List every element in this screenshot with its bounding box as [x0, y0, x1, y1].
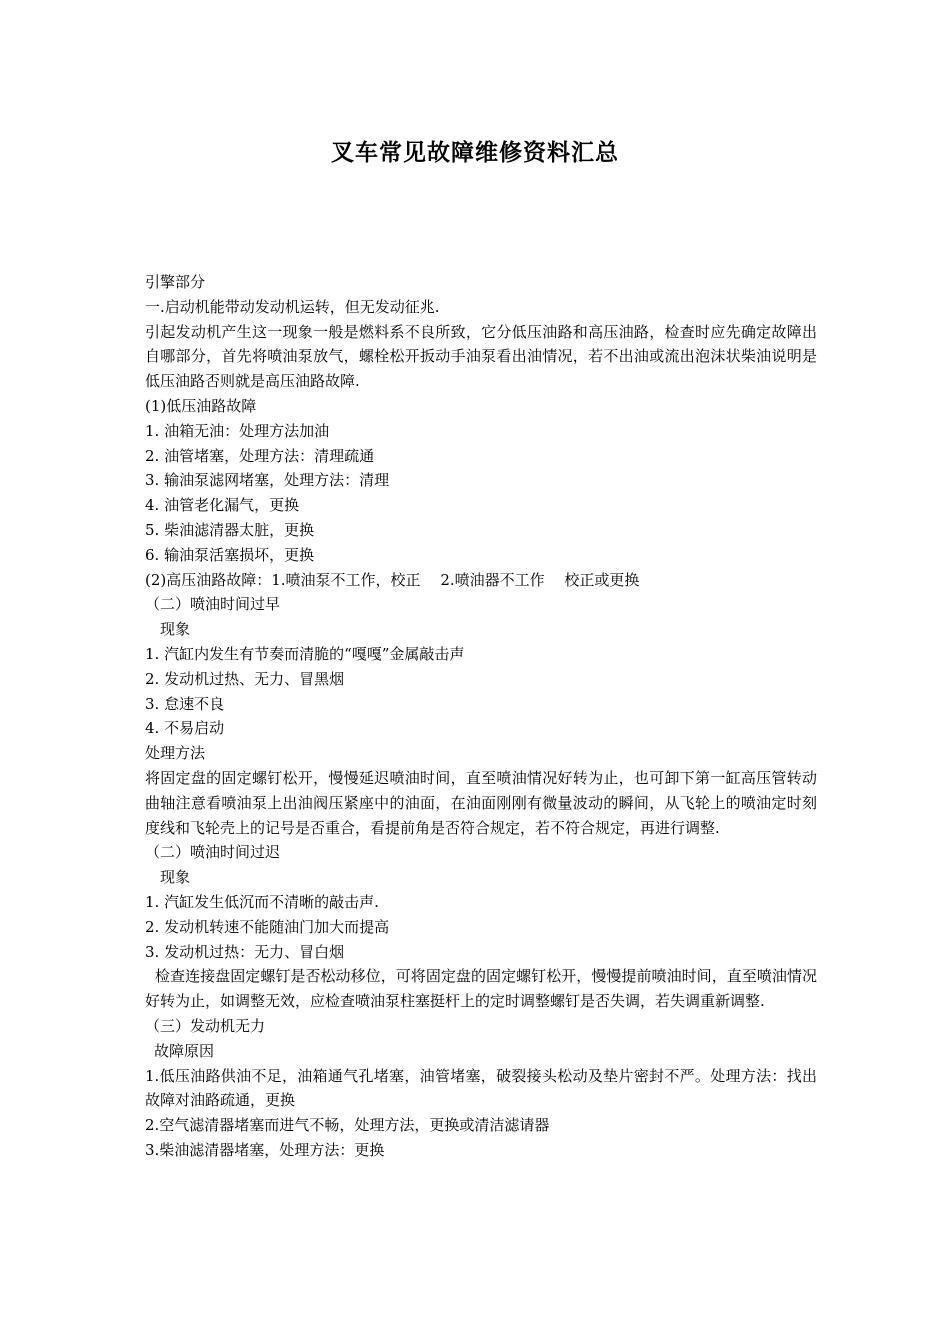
label: 故障原因	[154, 1041, 215, 1060]
list-item: 3.柴油滤清器堵塞，处理方法：更换	[145, 1140, 385, 1159]
paragraph: 引起发动机产生这一现象一般是燃料系不良所致，它分低压油路和高压油路，检查时应先确定故障出自哪部分，首先将喷油泵放气，螺栓松开扳动手油泵看出油情况，若不出油或流出泡沫状柴油说明是低压油路否则就是高压油路故障.	[145, 322, 817, 391]
list-item: 2. 发动机转速不能随油门加大而提高	[145, 917, 390, 936]
section-heading: 引擎部分	[145, 273, 206, 291]
issue-heading: 一.启动机能带动发动机运转，但无发动征兆.	[145, 297, 440, 316]
list-item: 2. 发动机过热、无力、冒黑烟	[145, 669, 345, 688]
list-item: 1.低压油路供油不足，油箱通气孔堵塞，油管堵塞，破裂接头松动及垫片密封不严。处理方法：找出故障对油路疏通，更换	[145, 1066, 817, 1110]
document-title: 叉车常见故障维修资料汇总	[331, 139, 619, 166]
issue-heading: （二）喷油时间过早	[145, 595, 281, 614]
paragraph: 检查连接盘固定螺钉是否松动移位，可将固定盘的固定螺钉松开，慢慢提前喷油时间，直至喷油情况好转为止，如调整无效，应检查喷油泵柱塞挺杆上的定时调整螺钉是否失调，若失调重新调整.	[145, 967, 817, 1011]
list-item: 1. 油箱无油：处理方法加油	[145, 421, 330, 440]
issue-heading: （二）喷油时间过迟	[145, 843, 281, 862]
list-item: 1. 汽缸发生低沉而不清晰的敲击声.	[145, 892, 379, 911]
document-body	[145, 270, 817, 1163]
label: 现象	[160, 868, 191, 887]
list-item: 3. 发动机过热：无力、冒白烟	[145, 942, 345, 961]
subheading: (1)低压油路故障	[145, 396, 257, 415]
label: 处理方法	[145, 744, 206, 763]
list-item: 4. 油管老化漏气，更换	[145, 496, 300, 515]
list-item: 2.空气滤清器堵塞而进气不畅，处理方法，更换或清洁滤请器	[145, 1116, 550, 1135]
list-item: 3. 怠速不良	[145, 694, 225, 713]
list-item: 3. 输油泵滤网堵塞，处理方法：清理	[145, 471, 390, 490]
paragraph: 将固定盘的固定螺钉松开，慢慢延迟喷油时间，直至喷油情况好转为止，也可卸下第一缸高压管转动曲轴注意看喷油泵上出油阀压紧座中的油面，在油面刚刚有微量波动的瞬间，从飞轮上的喷油定时刻度线和飞轮壳上的记号是否重合，看提前角是否符合规定，若不符合规定，再进行调整.	[145, 768, 817, 837]
label: 现象	[160, 620, 191, 639]
list-item: 5. 柴油滤清器太脏，更换	[145, 520, 315, 539]
list-item: 2. 油管堵塞，处理方法：清理疏通	[145, 446, 375, 465]
list-item: 1. 汽缸内发生有节奏而清脆的“嘎嘎”金属敲击声	[145, 644, 465, 663]
list-item: 4. 不易启动	[145, 719, 225, 738]
issue-heading: （三）发动机无力	[145, 1016, 266, 1035]
list-item: 6. 输油泵活塞损坏，更换	[145, 545, 315, 564]
subheading: (2)高压油路故障：1.喷油泵不工作，校正 2.喷油器不工作 校正或更换	[145, 570, 640, 589]
